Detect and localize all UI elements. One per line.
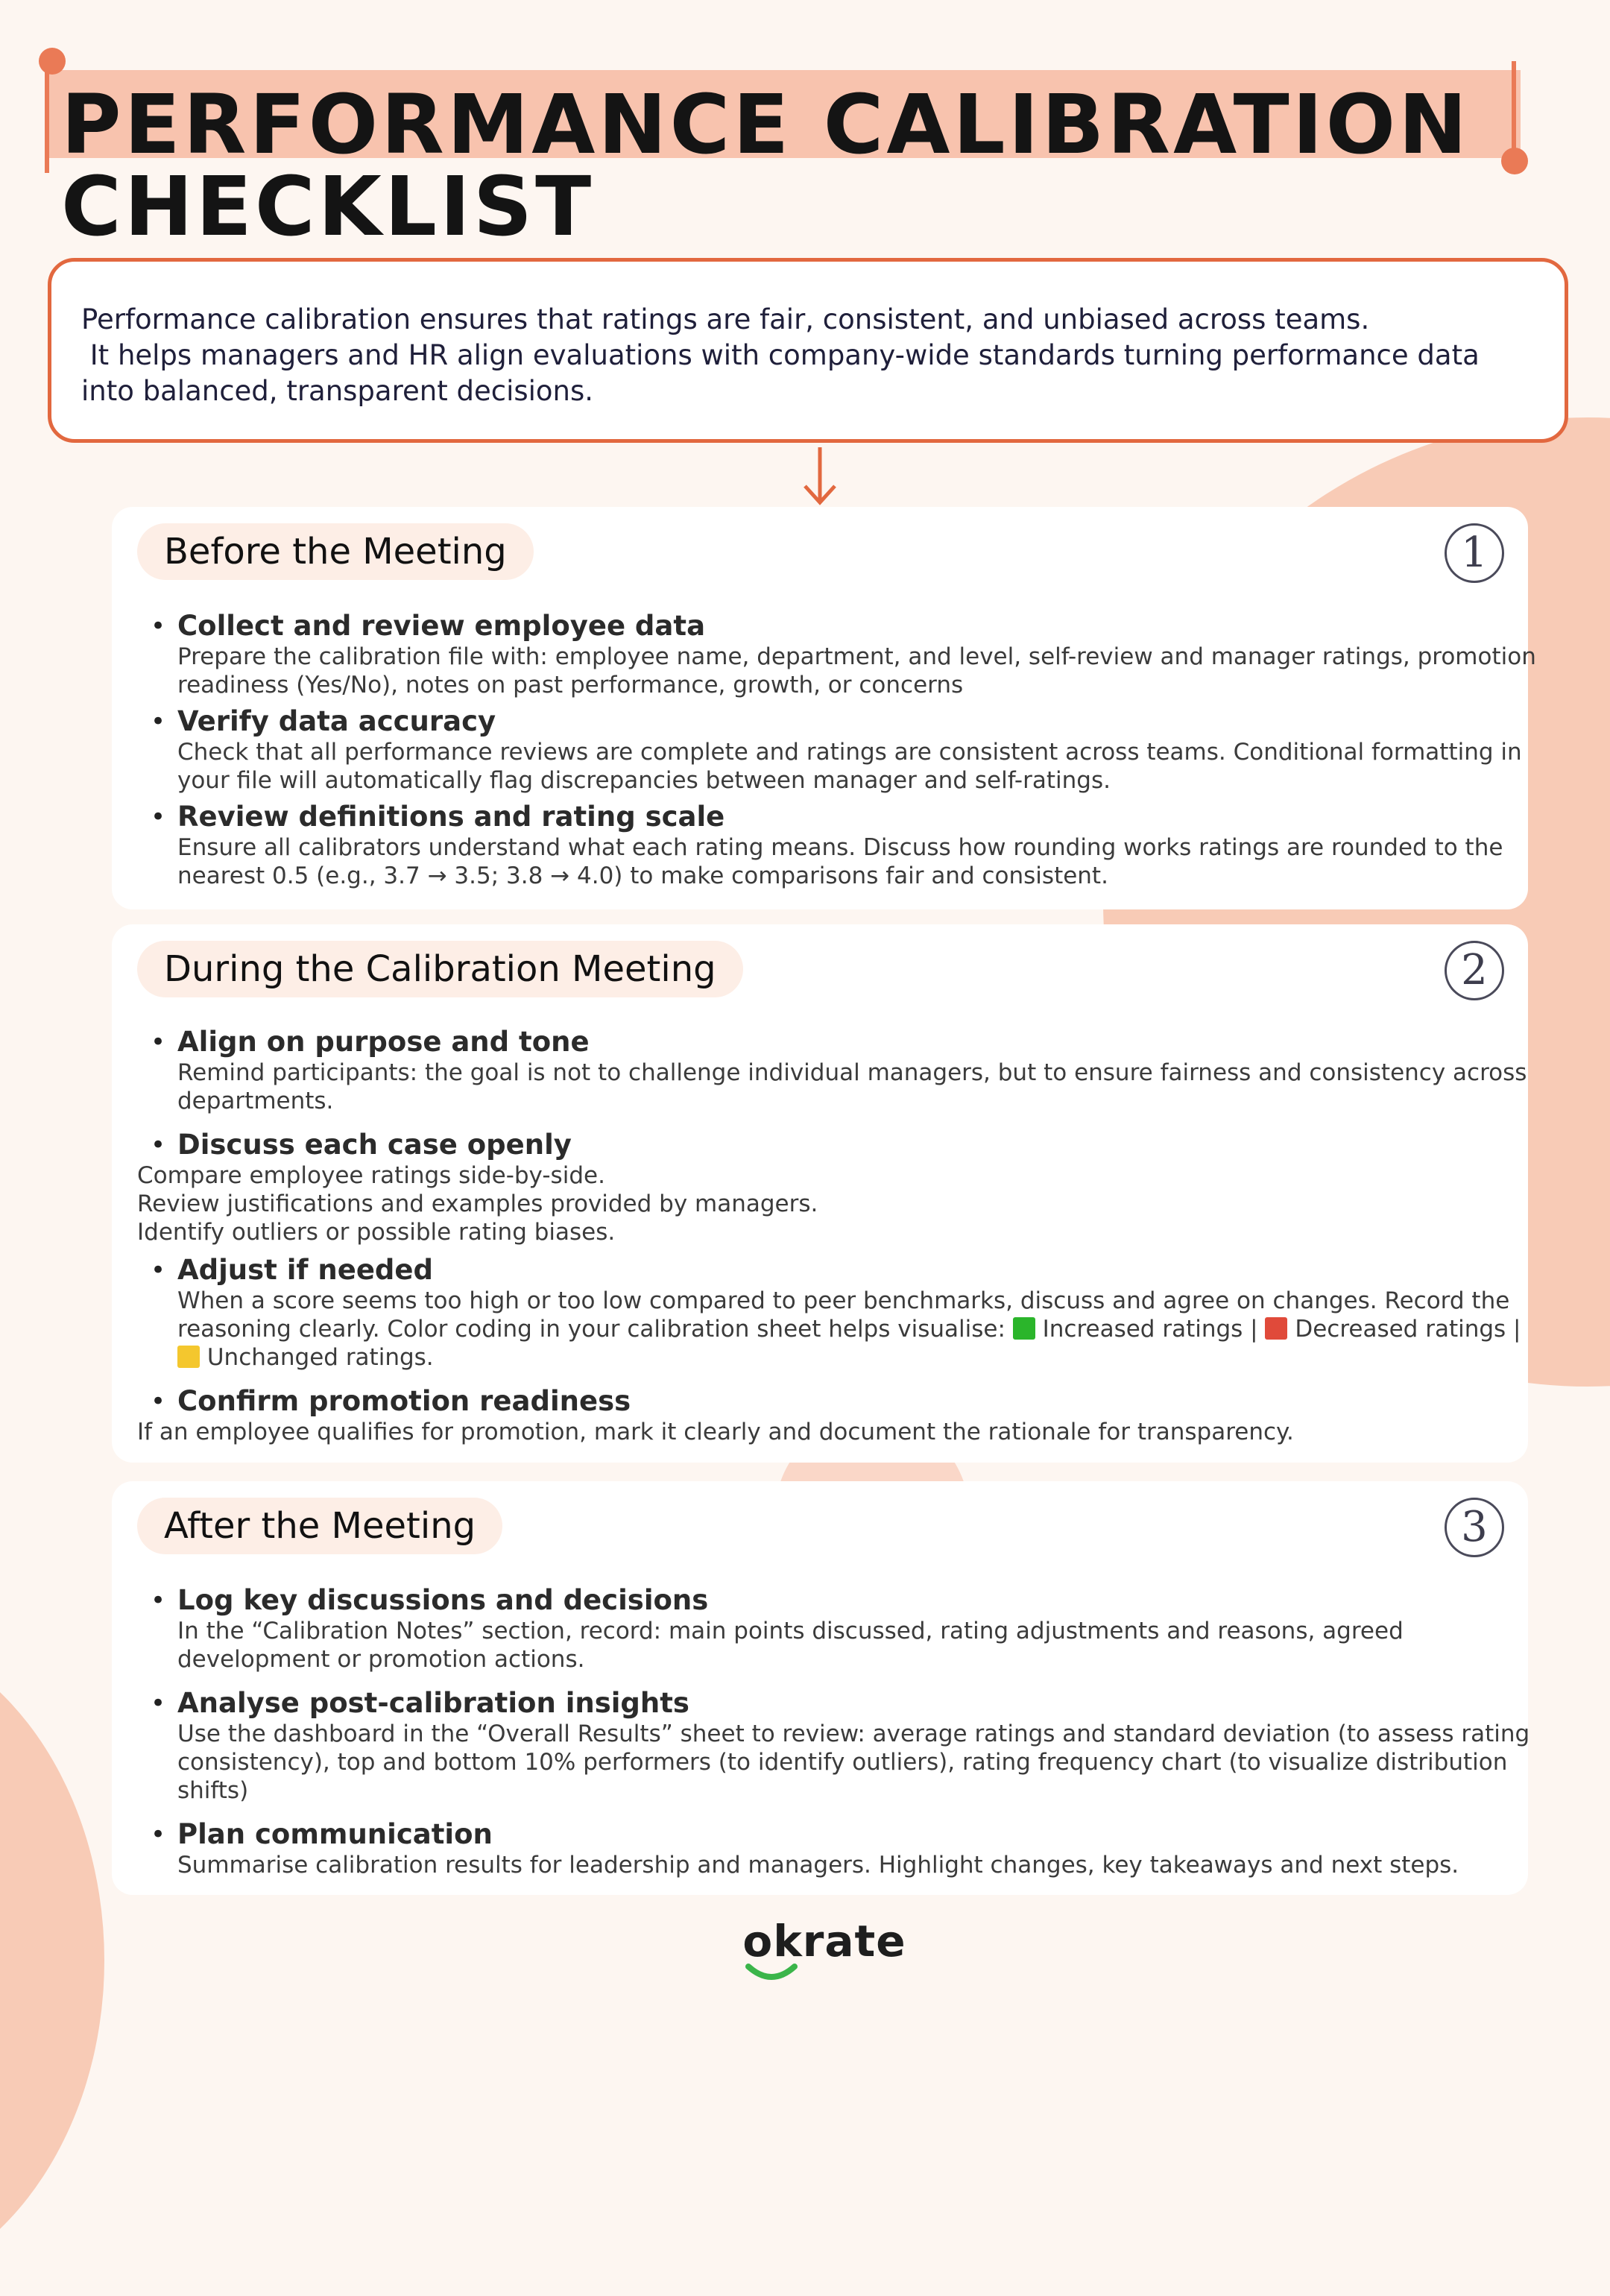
bullet-icon: • [151, 1255, 166, 1285]
bullet-icon: • [151, 1387, 166, 1416]
bullet-icon: • [151, 1130, 166, 1160]
item-text: Compare employee ratings side-by-side. Review justifications and examples provided by managers. Identify outliers or possible rating biases. [137, 1162, 818, 1246]
title-line-2: CHECKLIST [61, 159, 595, 254]
item-text: When a score seems too high or too low compared to peer benchmarks, discuss and agree on changes. Record the reasoning clearly. Color coding in your calibration sheet helps visualise: Increased ratings | Decreased ratings | Unchanged ratings. [177, 1287, 1521, 1371]
item-title: Discuss each case openly [177, 1129, 572, 1161]
section-heading: Before the Meeting [137, 523, 534, 580]
unchanged-color-swatch [177, 1346, 200, 1368]
section-card-during [112, 924, 1528, 1463]
item-text: If an employee qualifies for promotion, mark it clearly and document the rationale for transparency. [137, 1419, 1294, 1445]
item-title: Review definitions and rating scale [177, 801, 725, 833]
intro-line: It helps managers and HR align evaluations with company-wide standards turning performance data [81, 339, 1480, 371]
title-marker-left [45, 54, 49, 173]
item-text: Remind participants: the goal is not to challenge individual managers, but to ensure fairness and consistency across departments. [177, 1059, 1527, 1114]
item-text: Use the dashboard in the “Overall Results” sheet to review: average ratings and standard deviation (to assess rating consistency), top and bottom 10% performers (to identify outliers), rating frequency chart (to visualize distribution shifts) [177, 1721, 1530, 1804]
legend-increased: Increased ratings | [1042, 1316, 1258, 1343]
item-title: Analyse post-calibration insights [177, 1687, 689, 1719]
section-card-before [112, 507, 1536, 909]
intro-box [48, 258, 1568, 443]
item-title: Adjust if needed [177, 1254, 433, 1286]
title-line-1: PERFORMANCE CALIBRATION [61, 77, 1471, 172]
bullet-icon: • [151, 1586, 166, 1615]
section-number-badge: 1 [1445, 523, 1504, 583]
section-number-badge: 3 [1445, 1498, 1504, 1557]
legend-decreased: Decreased ratings | [1295, 1316, 1521, 1343]
arrow-down-icon [801, 447, 839, 507]
item-title: Align on purpose and tone [177, 1026, 590, 1058]
decorative-blob [0, 1625, 104, 2296]
item-title: Verify data accuracy [177, 705, 496, 737]
okrate-logo: okrate [742, 1916, 906, 1967]
intro-line: into balanced, transparent decisions. [81, 375, 594, 407]
page-title [39, 46, 1530, 255]
bullet-icon: • [151, 1027, 166, 1057]
item-text: In the “Calibration Notes” section, record: main points discussed, rating adjustments and reasons, agreed development or promotion actions. [177, 1618, 1404, 1673]
section-heading: After the Meeting [137, 1498, 502, 1554]
increased-color-swatch [1013, 1317, 1035, 1340]
item-text: Summarise calibration results for leadership and managers. Highlight changes, key takeaways and next steps. [177, 1852, 1459, 1879]
section-heading: During the Calibration Meeting [137, 941, 743, 997]
item-text: Check that all performance reviews are complete and ratings are consistent across teams. Conditional formatting in your file will automatically flag discrepancies between manager and self-ratings. [177, 739, 1522, 794]
bullet-icon: • [151, 1688, 166, 1718]
decreased-color-swatch [1265, 1317, 1287, 1340]
bullet-icon: • [151, 707, 166, 737]
item-title: Plan communication [177, 1818, 493, 1850]
bullet-icon: • [151, 1820, 166, 1849]
item-text: Ensure all calibrators understand what each rating means. Discuss how rounding works ratings are rounded to the nearest 0.5 (e.g., 3.7 → 3.5; 3.8 → 4.0) to make comparisons fair and consistent. [177, 834, 1503, 889]
item-title: Log key discussions and decisions [177, 1584, 709, 1616]
legend-unchanged: Unchanged ratings. [206, 1344, 434, 1371]
intro-line: Performance calibration ensures that ratings are fair, consistent, and unbiased across teams. [81, 303, 1370, 335]
logo-smile-icon [745, 1962, 798, 1984]
item-title: Collect and review employee data [177, 610, 706, 642]
item-text: Prepare the calibration file with: employee name, department, and level, self-review and manager ratings, promotion readiness (Yes/No), notes on past performance, growth, or concerns [177, 643, 1536, 698]
bullet-icon: • [151, 611, 166, 641]
section-number-badge: 2 [1445, 941, 1504, 1000]
item-title: Confirm promotion readiness [177, 1385, 631, 1417]
bullet-icon: • [151, 802, 166, 832]
section-card-after [112, 1481, 1528, 1895]
